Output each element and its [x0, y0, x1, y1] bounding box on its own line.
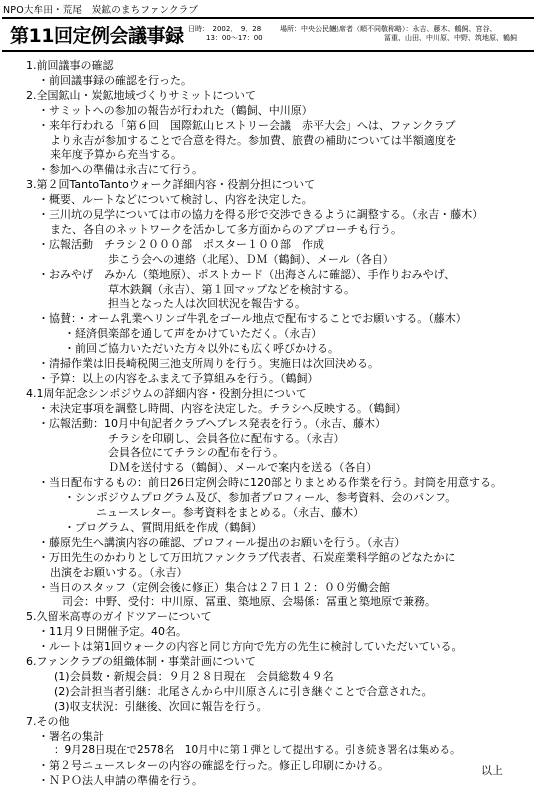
- minutes-line: 歩こう会への連絡（北尾）、ＤＭ（鶴飼）、メール（各自）: [108, 252, 394, 266]
- minutes-line: ・前回ご協力いただいた方々以外にも広く呼びかける。: [64, 342, 339, 356]
- minutes-line: 草木鉄鋼（永吉）、第１回マップなどを検討する。: [108, 282, 356, 296]
- section-heading: 2.全国鉱山・炭鉱地域づくりサミットについて: [26, 88, 257, 102]
- minutes-line: ・経済倶楽部を通して声をかけていただく。（永吉）: [64, 327, 323, 341]
- minutes-line: ・サミットへの参加の報告が行われた（鶴飼、中川原）: [38, 103, 313, 117]
- minutes-line: 来年度予算から充当する。: [50, 148, 182, 162]
- minutes-line: ・清掃作業は旧長崎税関三池支所周りを行う。実施日は次回決める。: [38, 357, 379, 370]
- minutes-line: 担当となった人は次回状況を報告する。: [108, 297, 306, 311]
- minutes-line: ・当日配布するもの：前日26日定例会時に120部とりまとめる作業を行う。封筒を用意する。: [38, 476, 502, 490]
- minutes-line: ・来年行われる「第６回 国際鉱山ヒストリー会議 赤平大会」へは、ファンクラブ: [38, 118, 456, 132]
- minutes-line: (1)会員数・新規会員：９月２８日現在 会員総数４９名: [54, 669, 334, 683]
- section-heading: 3.第２回TantoTantoウォーク詳細内容・役割分担について: [26, 178, 316, 192]
- minutes-line: ・おみやげ みかん（築地原）、ポストカード（出海さんに確認）、手作りおみやげ、: [38, 267, 456, 281]
- minutes-line: ・三川坑の見学については市の協力を得る形で交渉できるように調整する。（永吉・藤木）: [38, 208, 484, 221]
- minutes-line: ・概要、ルートなどについて検討し、内容を決定した。: [38, 193, 313, 207]
- minutes-line: ・11月９日開催予定。40名。: [38, 625, 187, 639]
- minutes-line: ・シンポジウムプログラム及び、参加者プロフィール、参考資料、会のパンフ。: [64, 491, 457, 505]
- attendees-line: 冨重、山田、中川原、中野、筑地原、鶴飼: [384, 34, 517, 42]
- minutes-line: また、各自のネットワークを活かして多方面からのアプローチも行う。: [50, 222, 402, 236]
- minutes-line: チラシを印刷し、会員各位に配布する。（永吉）: [108, 431, 345, 445]
- minutes-line: ・プログラム、質問用紙を作成（鶴飼）: [64, 520, 263, 534]
- section-heading: 1.前回議事の確認: [26, 59, 114, 72]
- meeting-date-line: 日時： 2002． 9．28: [188, 25, 262, 33]
- minutes-line: (2)会計担当者引継：北尾さんから中川原さんに引き継ぐことで合意された。: [54, 684, 433, 698]
- minutes-line: ・ルートは第1回ウォークの内容と同じ方向で先方の先生に検討していただいている。: [38, 640, 463, 654]
- minutes-line: ・前回議事録の確認を行った。: [38, 73, 192, 87]
- minutes-line: ・当日のスタッフ（定例会後に修正）集合は２７日１２：００労働会館: [38, 580, 390, 594]
- meeting-date: [188, 25, 263, 43]
- section-heading: 4.1周年記念シンポジウムの詳細内容・役割分担について: [26, 386, 307, 400]
- minutes-line: ・藤原先生へ講演内容の確認、プロフィール提出のお願いを行う。（永吉）: [38, 535, 406, 549]
- minutes-line: 出演をお願いする。（永吉）: [50, 565, 188, 579]
- minutes-line: ・署名の集計: [38, 729, 104, 743]
- minutes-line: ・第２号ニュースレターの内容の確認を行った。修正し印刷にかける。: [38, 759, 390, 773]
- meeting-time-line: 13：00～17：00: [206, 34, 263, 42]
- minutes-line: 司会：中野、受付：中川原、冨重、築地原、会場係：冨重と築地原で兼務。: [62, 595, 436, 609]
- attendees: [332, 25, 517, 43]
- document-header: [2, 17, 534, 52]
- meeting-place: 場所：中央公民館: [280, 25, 336, 33]
- section-heading: 5.久留米高専のガイドツアーについて: [26, 610, 212, 624]
- minutes-line: ・予算：以上の内容をふまえて予算組みを行う。（鶴飼）: [38, 371, 319, 385]
- minutes-line: ・万田先生のかわりとして万田坑ファンクラブ代表者、石炭産業科学館のどなたかに: [38, 550, 456, 564]
- minutes-line: より永吉が参加することで合意を得た。参加費、旅費の補助については半額適度を: [50, 133, 457, 147]
- document-title: 第11回定例会議事録: [10, 25, 184, 47]
- minutes-line: ・ＮＰＯ法人申請の準備を行う。: [38, 774, 203, 788]
- minutes-line: (3)収支状況：引継後、次回に報告を行う。: [54, 699, 268, 713]
- minutes-line: ・協賛：・オーム乳業ヘリンゴ牛乳をゴール地点で配布することでお願いする。（藤木）: [38, 312, 467, 326]
- minutes-line: ・広報活動：10月中旬記者クラブヘプレス発表を行う。（永吉、藤木）: [38, 416, 386, 430]
- closing-mark: 以上: [481, 764, 503, 777]
- minutes-line: ：9月28日現在で2578名 10月中に第１弾として提出する。引き続き署名は集める。: [54, 744, 461, 757]
- section-heading: 6.ファンクラブの組織体制・事業計画について: [26, 655, 256, 668]
- section-heading: 7.その他: [26, 714, 70, 728]
- minutes-line: ・広報活動 チラシ２０００部 ポスター１００部 作成: [38, 237, 324, 251]
- minutes-line: ニュースレター。参考資料をまとめる。（永吉、藤木）: [96, 506, 365, 519]
- minutes-line: ・未決定事項を調整し時間、内容を決定した。チラシへ反映する。（鶴飼）: [38, 401, 407, 415]
- attendees-line: 出席者（順不同敬称略）：永吉、藤木、鶴飼、宮谷、: [332, 25, 497, 33]
- minutes-line: ＤＭを送付する（鶴飼）、メールで案内を送る（各自）: [108, 461, 378, 475]
- minutes-line: ・参加への準備は永吉にて行う。: [38, 163, 203, 177]
- minutes-line: 会員各位にてチラシの配布を行う。: [108, 446, 284, 460]
- organization-name: NPO大牟田・荒尾 炭鉱のまちファンクラブ: [3, 5, 199, 16]
